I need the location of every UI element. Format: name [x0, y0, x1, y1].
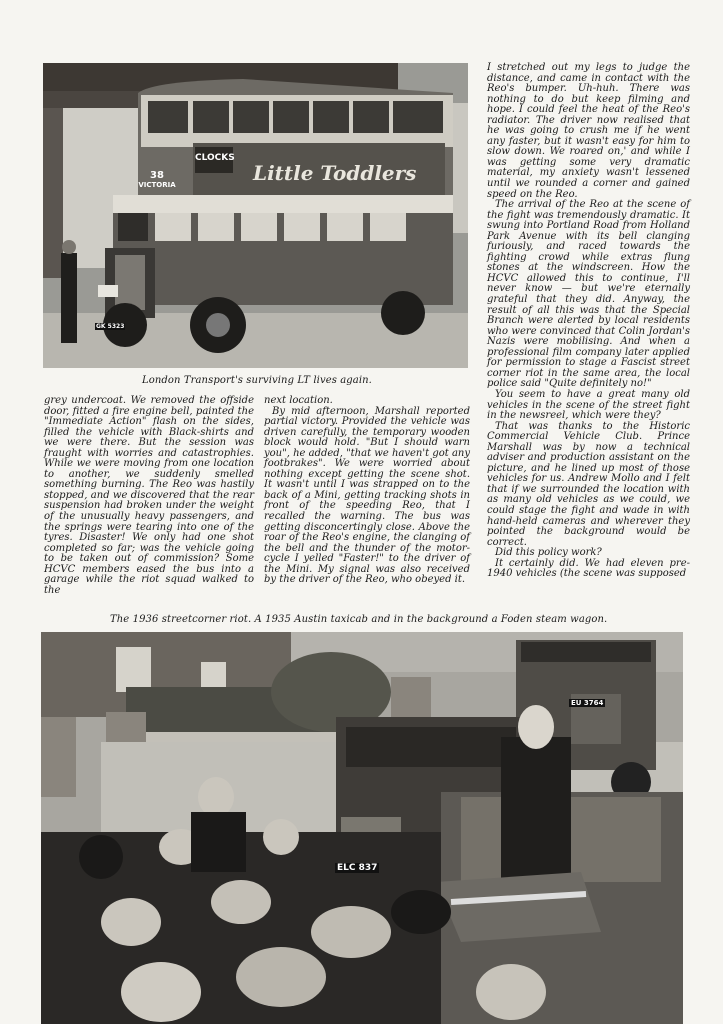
paragraph: That was thanks to the Historic Commercial Vehicle Club. Prince Marshall was by now a technical adviser and production assistant on the picture, and he lined up most of those vehicles for us. Andrew Mollo and I felt that if we surrounded the location with as many old vehicles as we could, we could stage the fight and wade in with hand-held cameras and wherever they pointed the background would be correct. [487, 420, 690, 548]
steam-wagon-plate: EU 3764 [571, 699, 604, 707]
bus-route-number: 38 [150, 170, 164, 181]
bus-side-advert: Little Toddlers [253, 161, 417, 185]
paragraph: grey undercoat. We removed the offside door, fitted a fire engine bell, painted the "Immediate Action" flash on the sides, filled the vehicle with Black-shirts and we were there. But the session was fraught with worries and catastrophies. While we were moving from one location to another, we suddenly smelled something burning. The Reo was hastily stopped, and we discovered that the rear suspension had broken under the weight of the unusually heavy passengers, and the springs were tearing into one of the tyres. Disaster! We only had one shot completed so far; was the vehicle going to be taken out of commission? Some HCVC members eased the bus into a garage while the riot squad walked to the [44, 395, 254, 596]
article-column-left [44, 396, 254, 596]
caption-bottom: The 1936 streetcorner riot. A 1935 Austin taxicab and in the background a Foden steam wagon. [110, 614, 608, 625]
paragraph: It certainly did. We had eleven pre-1940 vehicles (the scene was supposed [487, 557, 690, 580]
article-column-right [487, 63, 690, 580]
paragraph: You seem to have a great many old vehicles in the scene of the street fight in the newsreel, which were they? [487, 388, 690, 422]
bus-destination-blind: VICTORIA [138, 181, 176, 189]
bus-ad-clocks: CLOCKS [195, 153, 235, 163]
taxi-registration-plate: ELC 837 [337, 863, 378, 873]
paragraph: Did this policy work? [495, 547, 602, 559]
paragraph: The arrival of the Reo at the scene of the fight was tremendously dramatic. It swung into Portland Road from Holland Park Avenue with its bell clanging furiously, and raced towards the fighting crowd while extras flung stones at the windscreen. How the HCVC allowed this to continue, I'll never know — but we're eternally grateful that they did. Anyway, the result of all this was that the Special Branch were alerted by local residents who were convinced that Colin Jordan's Nazis were mobilising. And when a professional film company later applied for permission to stage a Fascist street corner riot in the same area, the local police said "Quite definitely no!" [487, 199, 690, 390]
paragraph: next location. [264, 395, 333, 406]
bus-photo [43, 63, 468, 368]
caption-top: London Transport's surviving LT lives again. [142, 375, 372, 386]
paragraph: By mid afternoon, Marshall reported partial victory. Provided the vehicle was driven carefully, the temporary wooden block would hold. "But I should warn you", he added, "that we haven't got any footbrakes". We were worried about nothing except getting the scene shot. It wasn't until I was strapped on to the back of a Mini, getting tracking shots in front of the speeding Reo, that I recalled the warning. The bus was getting disconcertingly close. Above the roar of the Reo's engine, the clanging of the bell and the thunder of the motor-cycle I yelled "Faster!" to the driver of the Mini. My signal was also received by the driver of the Reo, who obeyed it. [264, 405, 470, 586]
bus-registration-plate: GK 5323 [96, 323, 125, 330]
paragraph: I stretched out my legs to judge the distance, and came in contact with the Reo's bumper. Uh-huh. There was nothing to do but keep filming and hope. I could feel the heat of the Reo's radiator. The driver now realised that he was going to crush me if he went any faster, but it wasn't easy for him to slow down. We roared on,' and while I was getting some very dramatic material, my anxiety wasn't lessened until we rounded a corner and gained speed on the Reo. [487, 62, 690, 200]
riot-scene-photo [41, 632, 683, 1024]
article-column-middle [264, 396, 470, 586]
